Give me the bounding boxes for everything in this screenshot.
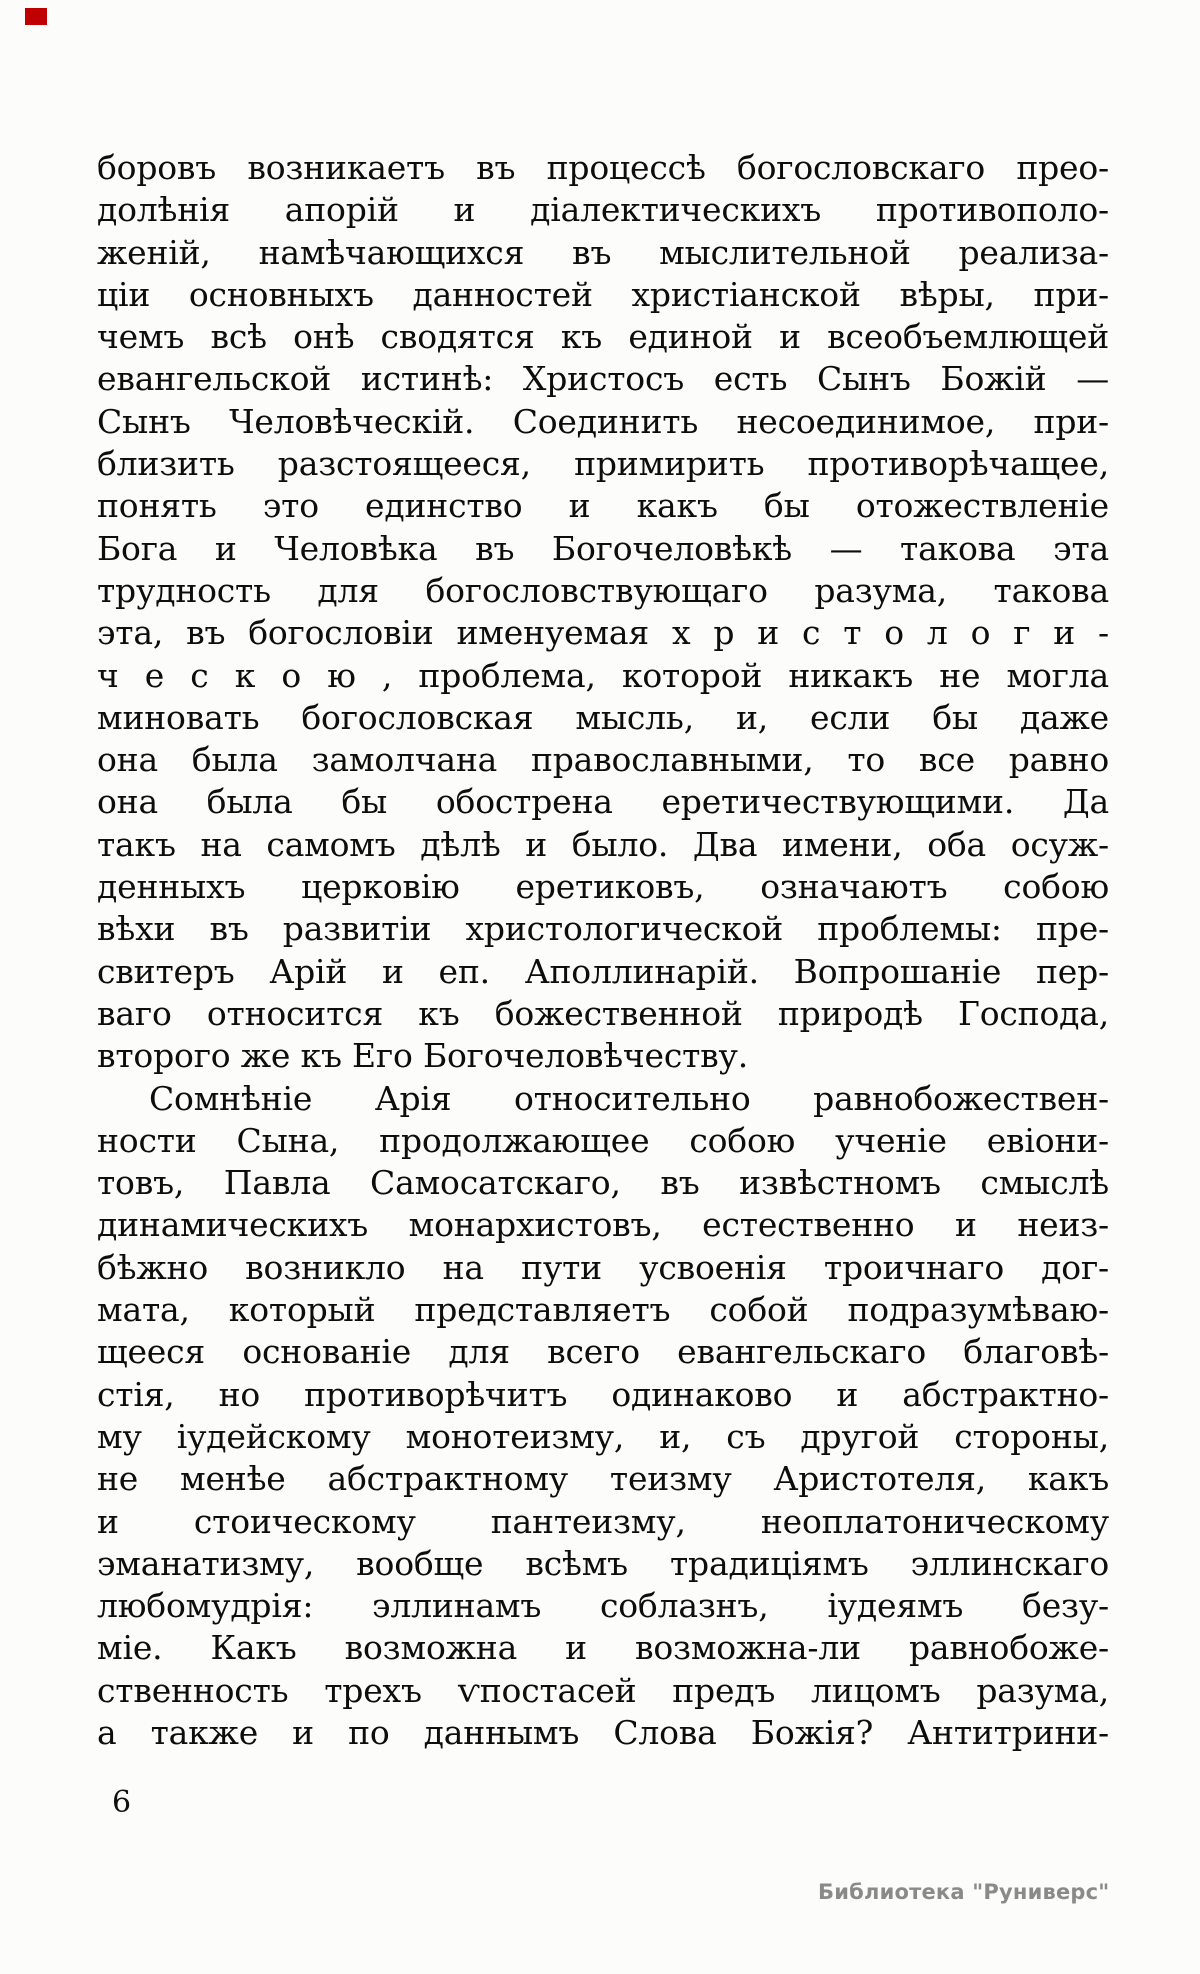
text-line: близить разстоящееся, примирить противорѣчащее, [97,444,1109,484]
text-line: товъ, Павла Самосатскаго, въ извѣстномъ смыслѣ [97,1163,1109,1203]
text-line: чемъ всѣ онѣ сводятся къ единой и всеобъемлющей [97,317,1109,357]
text-line: Бога и Человѣка въ Богочеловѣкѣ — такова эта [97,528,1109,568]
text-line: стія, но противорѣчитъ одинаково и абстрактно- [97,1374,1109,1414]
text-line: такъ на самомъ дѣлѣ и было. Два имени, оба осуж- [97,824,1109,864]
text-line: динамическихъ монархистовъ, естественно и неиз- [97,1205,1109,1245]
text-line: она была замолчана православными, то все равно [97,740,1109,780]
text-line: щееся основаніе для всего евангельскаго благовѣ- [97,1332,1109,1372]
text-line: бѣжно возникло на пути усвоенія троичнаго дог- [97,1247,1109,1287]
text-line: и стоическому пантеизму, неоплатоническому [97,1501,1109,1541]
text-line: евангельской истинѣ: Христосъ есть Сынъ Божій — [97,359,1109,399]
text-line: ціи основныхъ данностей христіанской вѣры, при- [97,274,1109,314]
text-line: миновать богословская мысль, и, если бы даже [97,697,1109,737]
text-line: му іудейскому монотеизму, и, съ другой стороны, [97,1416,1109,1456]
library-watermark: Библиотека "Руниверс" [818,1880,1110,1904]
text-line: не менѣе абстрактному теизму Аристотеля, какъ [97,1459,1109,1499]
body-text-block [97,147,1109,1754]
text-line: свитеръ Арій и еп. Аполлинарій. Вопрошаніе пер- [97,951,1109,991]
text-line: понять это единство и какъ бы отожествленіе [97,486,1109,526]
text-line: Сынъ Человѣческій. Соединить несоединимое, при- [97,401,1109,441]
text-line: она была бы обострена еретичествующими. Да [97,782,1109,822]
text-line: долѣнія апорій и діалектическихъ противополо- [97,190,1109,230]
text-line: трудность для богословствующаго разума, такова [97,570,1109,610]
text-line: вѣхи въ развитіи христологической проблемы: пре- [97,909,1109,949]
text-line: эманатизму, вообще всѣмъ традиціямъ эллинскаго [97,1543,1109,1583]
text-line: ч е с к о ю , проблема, которой никакъ не могла [97,655,1109,695]
text-line: второго же къ Его Богочеловѣчеству. [97,1036,749,1076]
page-number: 6 [112,1785,132,1820]
text-line: міе. Какъ возможна и возможна-ли равнобоже- [97,1628,1109,1668]
text-line: ственность трехъ ѵпостасей предъ лицомъ разума, [97,1670,1109,1710]
scan-corner-marker [25,8,47,25]
text-line: любомудрія: эллинамъ соблазнъ, іудеямъ безу- [97,1586,1109,1626]
text-line: ваго относится къ божественной природѣ Господа, [97,993,1109,1033]
text-line: боровъ возникаетъ въ процессѣ богословскаго прео- [97,148,1109,187]
text-line: Сомнѣніе Арія относительно равнобожествен- [149,1078,1109,1118]
text-line: эта, въ богословіи именуемая х р и с т о л о г и - [97,613,1109,653]
text-line: денныхъ церковію еретиковъ, означаютъ собою [97,867,1109,907]
text-line: женій, намѣчающихся въ мыслительной реализа- [97,232,1109,272]
text-line: а также и по даннымъ Слова Божія? Антитрини- [97,1712,1109,1752]
text-line: мата, который представляетъ собой подразумѣваю- [97,1290,1109,1330]
text-line: ности Сына, продолжающее собою ученіе евіони- [97,1120,1109,1160]
